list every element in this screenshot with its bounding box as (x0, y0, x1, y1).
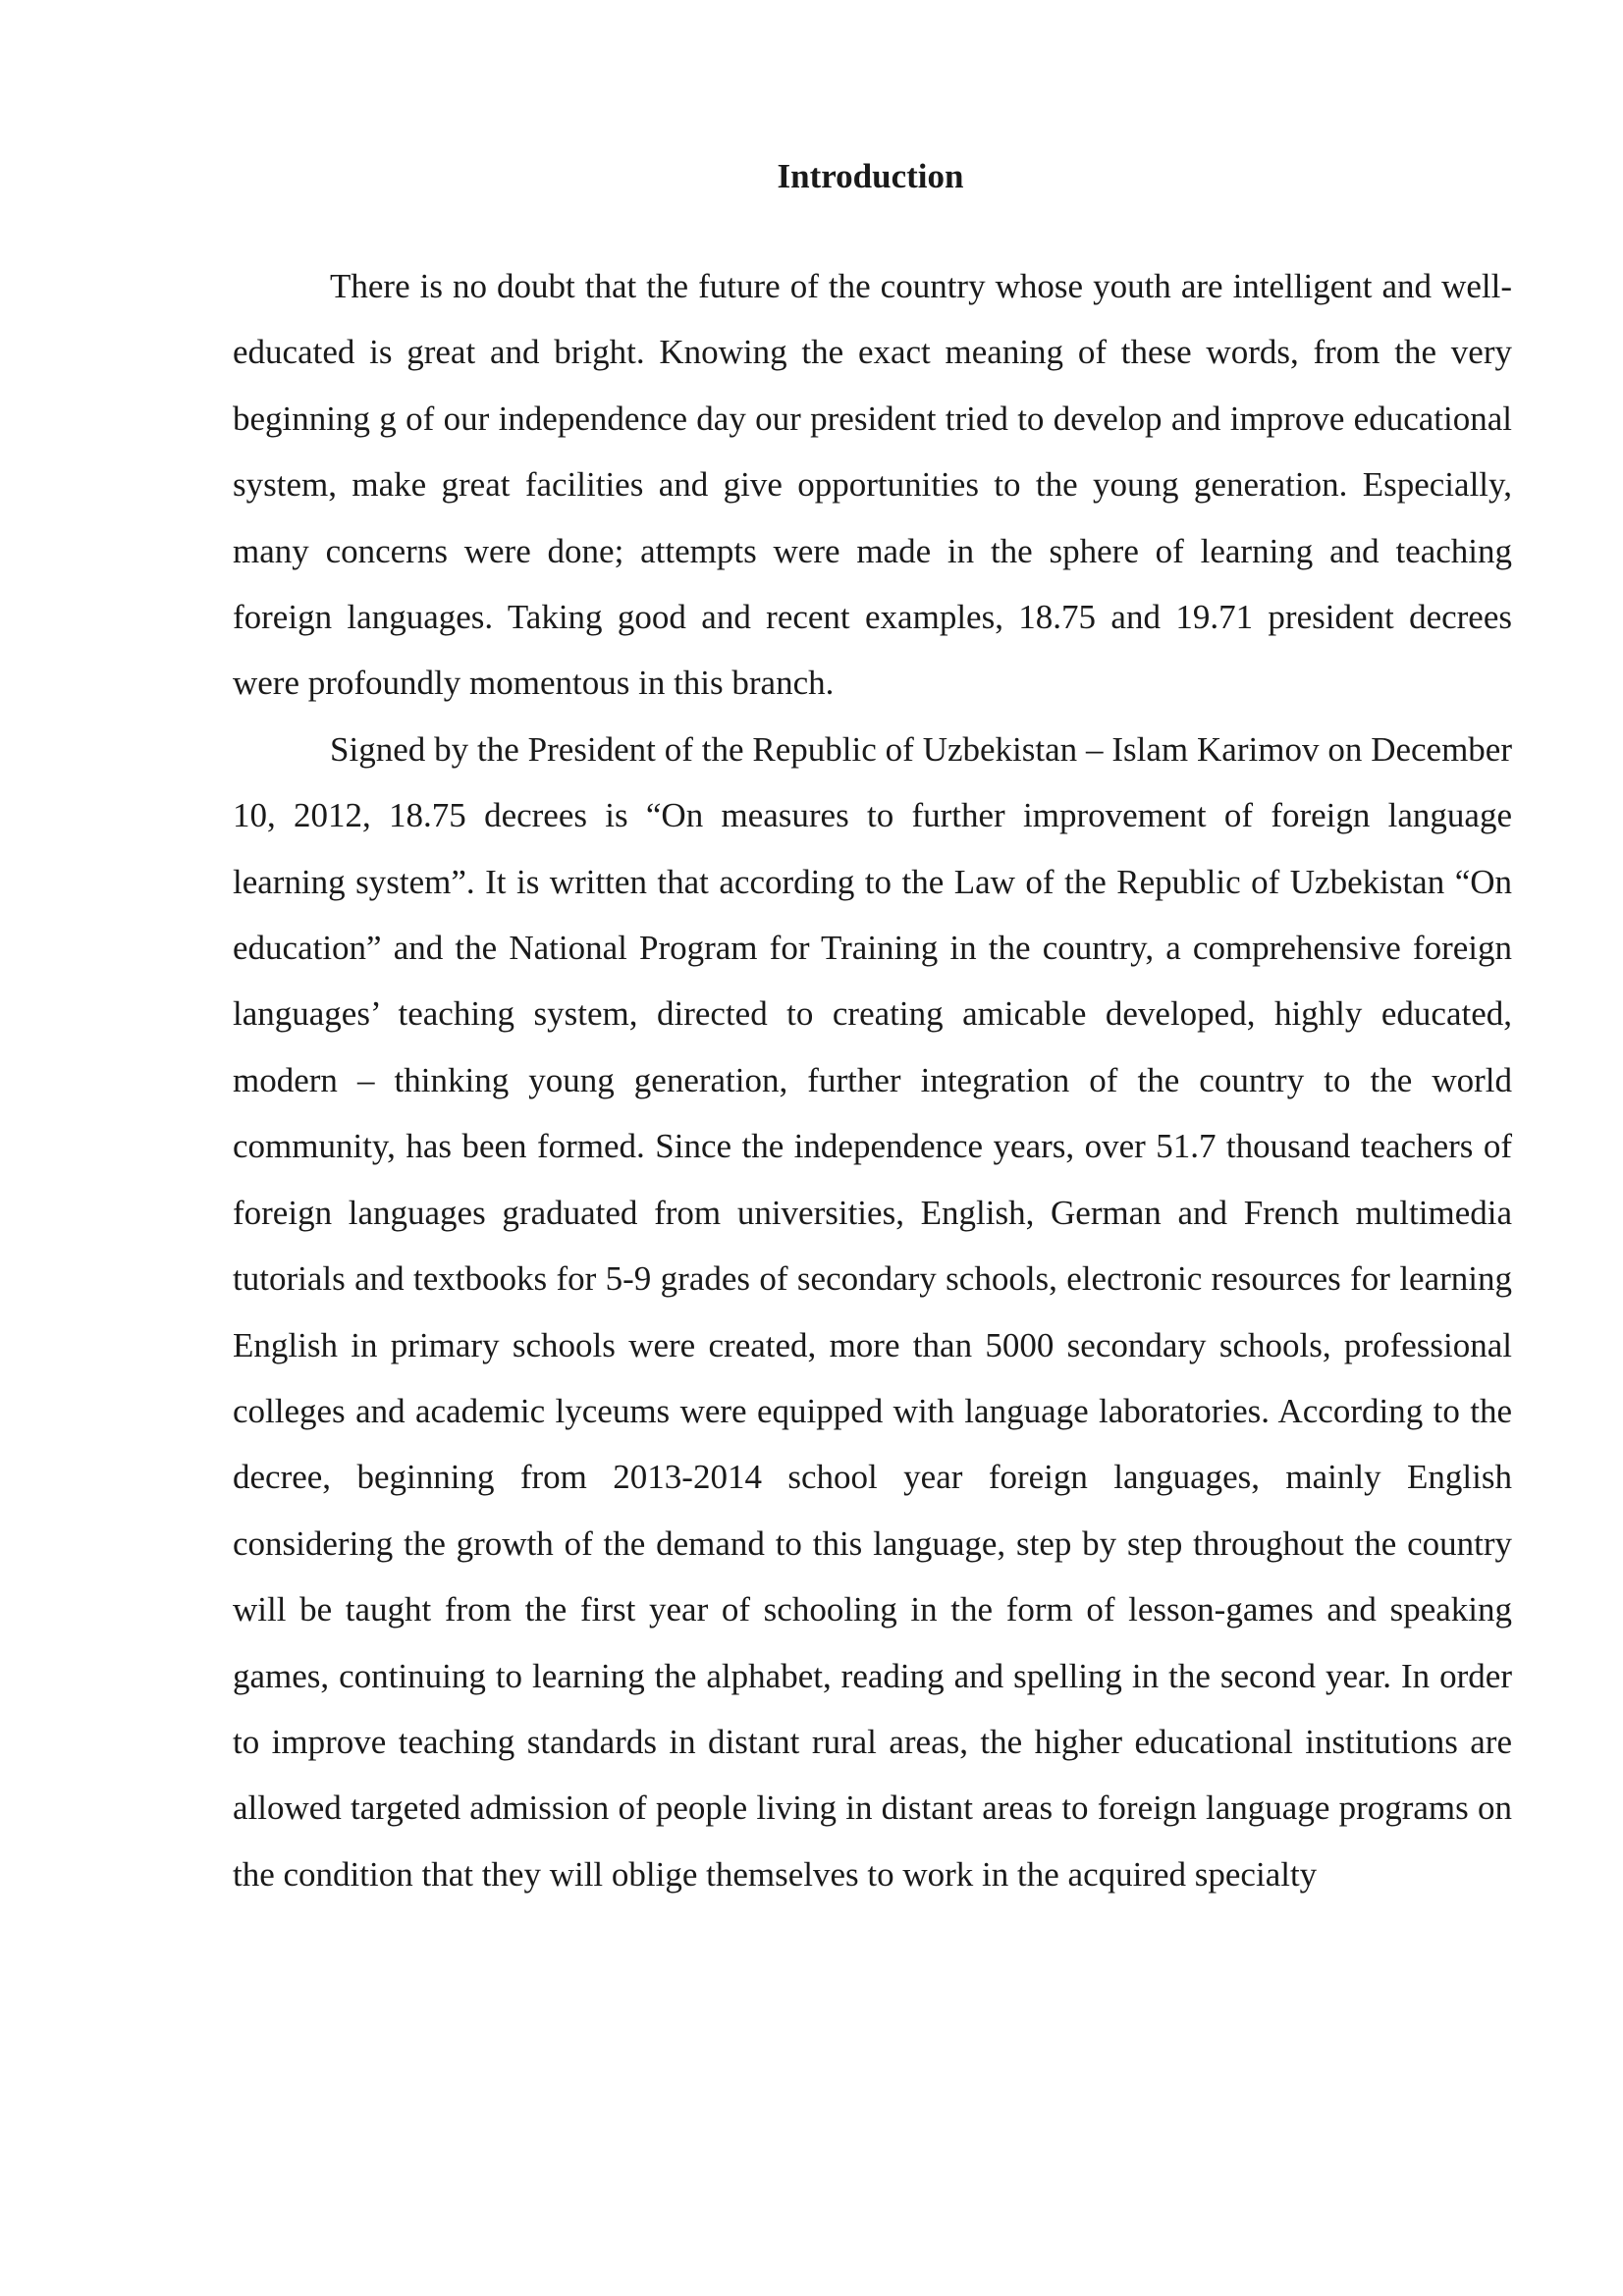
paragraph-2: Signed by the President of the Republic of Uzbekistan – Islam Karimov on December 10, 2012, 18.75 decrees is “On measures to further improvement of foreign language learning system”. It is written that according to the Law of the Republic of Uzbekistan “On education” and the National Program for Training in the country, a comprehensive foreign languages’ teaching system, directed to creating amicable developed, highly educated, modern – thinking young generation, further integration of the country to the world community, has been formed. Since the independence years, over 51.7 thousand teachers of foreign languages graduated from universities, English, German and French multimedia tutorials and textbooks for 5-9 grades of secondary schools, electronic resources for learning English in primary schools were created, more than 5000 secondary schools, professional colleges and academic lyceums were equipped with language laboratories. According to the decree, beginning from 2013-2014 school year foreign languages, mainly English considering the growth of the demand to this language, step by step throughout the country will be taught from the first year of schooling in the form of lesson-games and speaking games, continuing to learning the alphabet, reading and spelling in the second year. In order to improve teaching standards in distant rural areas, the higher educational institutions are allowed targeted admission of people living in distant areas to foreign language programs on the condition that they will oblige themselves to work in the acquired specialty (233, 729, 1512, 1894)
document-body (233, 253, 1512, 1907)
paragraph-1: There is no doubt that the future of the country whose youth are intelligent and well-educated is great and bright. Knowing the exact meaning of these words, from the very beginning g of our independence day our president tried to develop and improve educational system, make great facilities and give opportunities to the young generation. Especially, many concerns were done; attempts were made in the sphere of learning and teaching foreign languages. Taking good and recent examples, 18.75 and 19.71 president decrees were profoundly momentous in this branch. (233, 267, 1512, 703)
page-title: Introduction (777, 157, 964, 195)
